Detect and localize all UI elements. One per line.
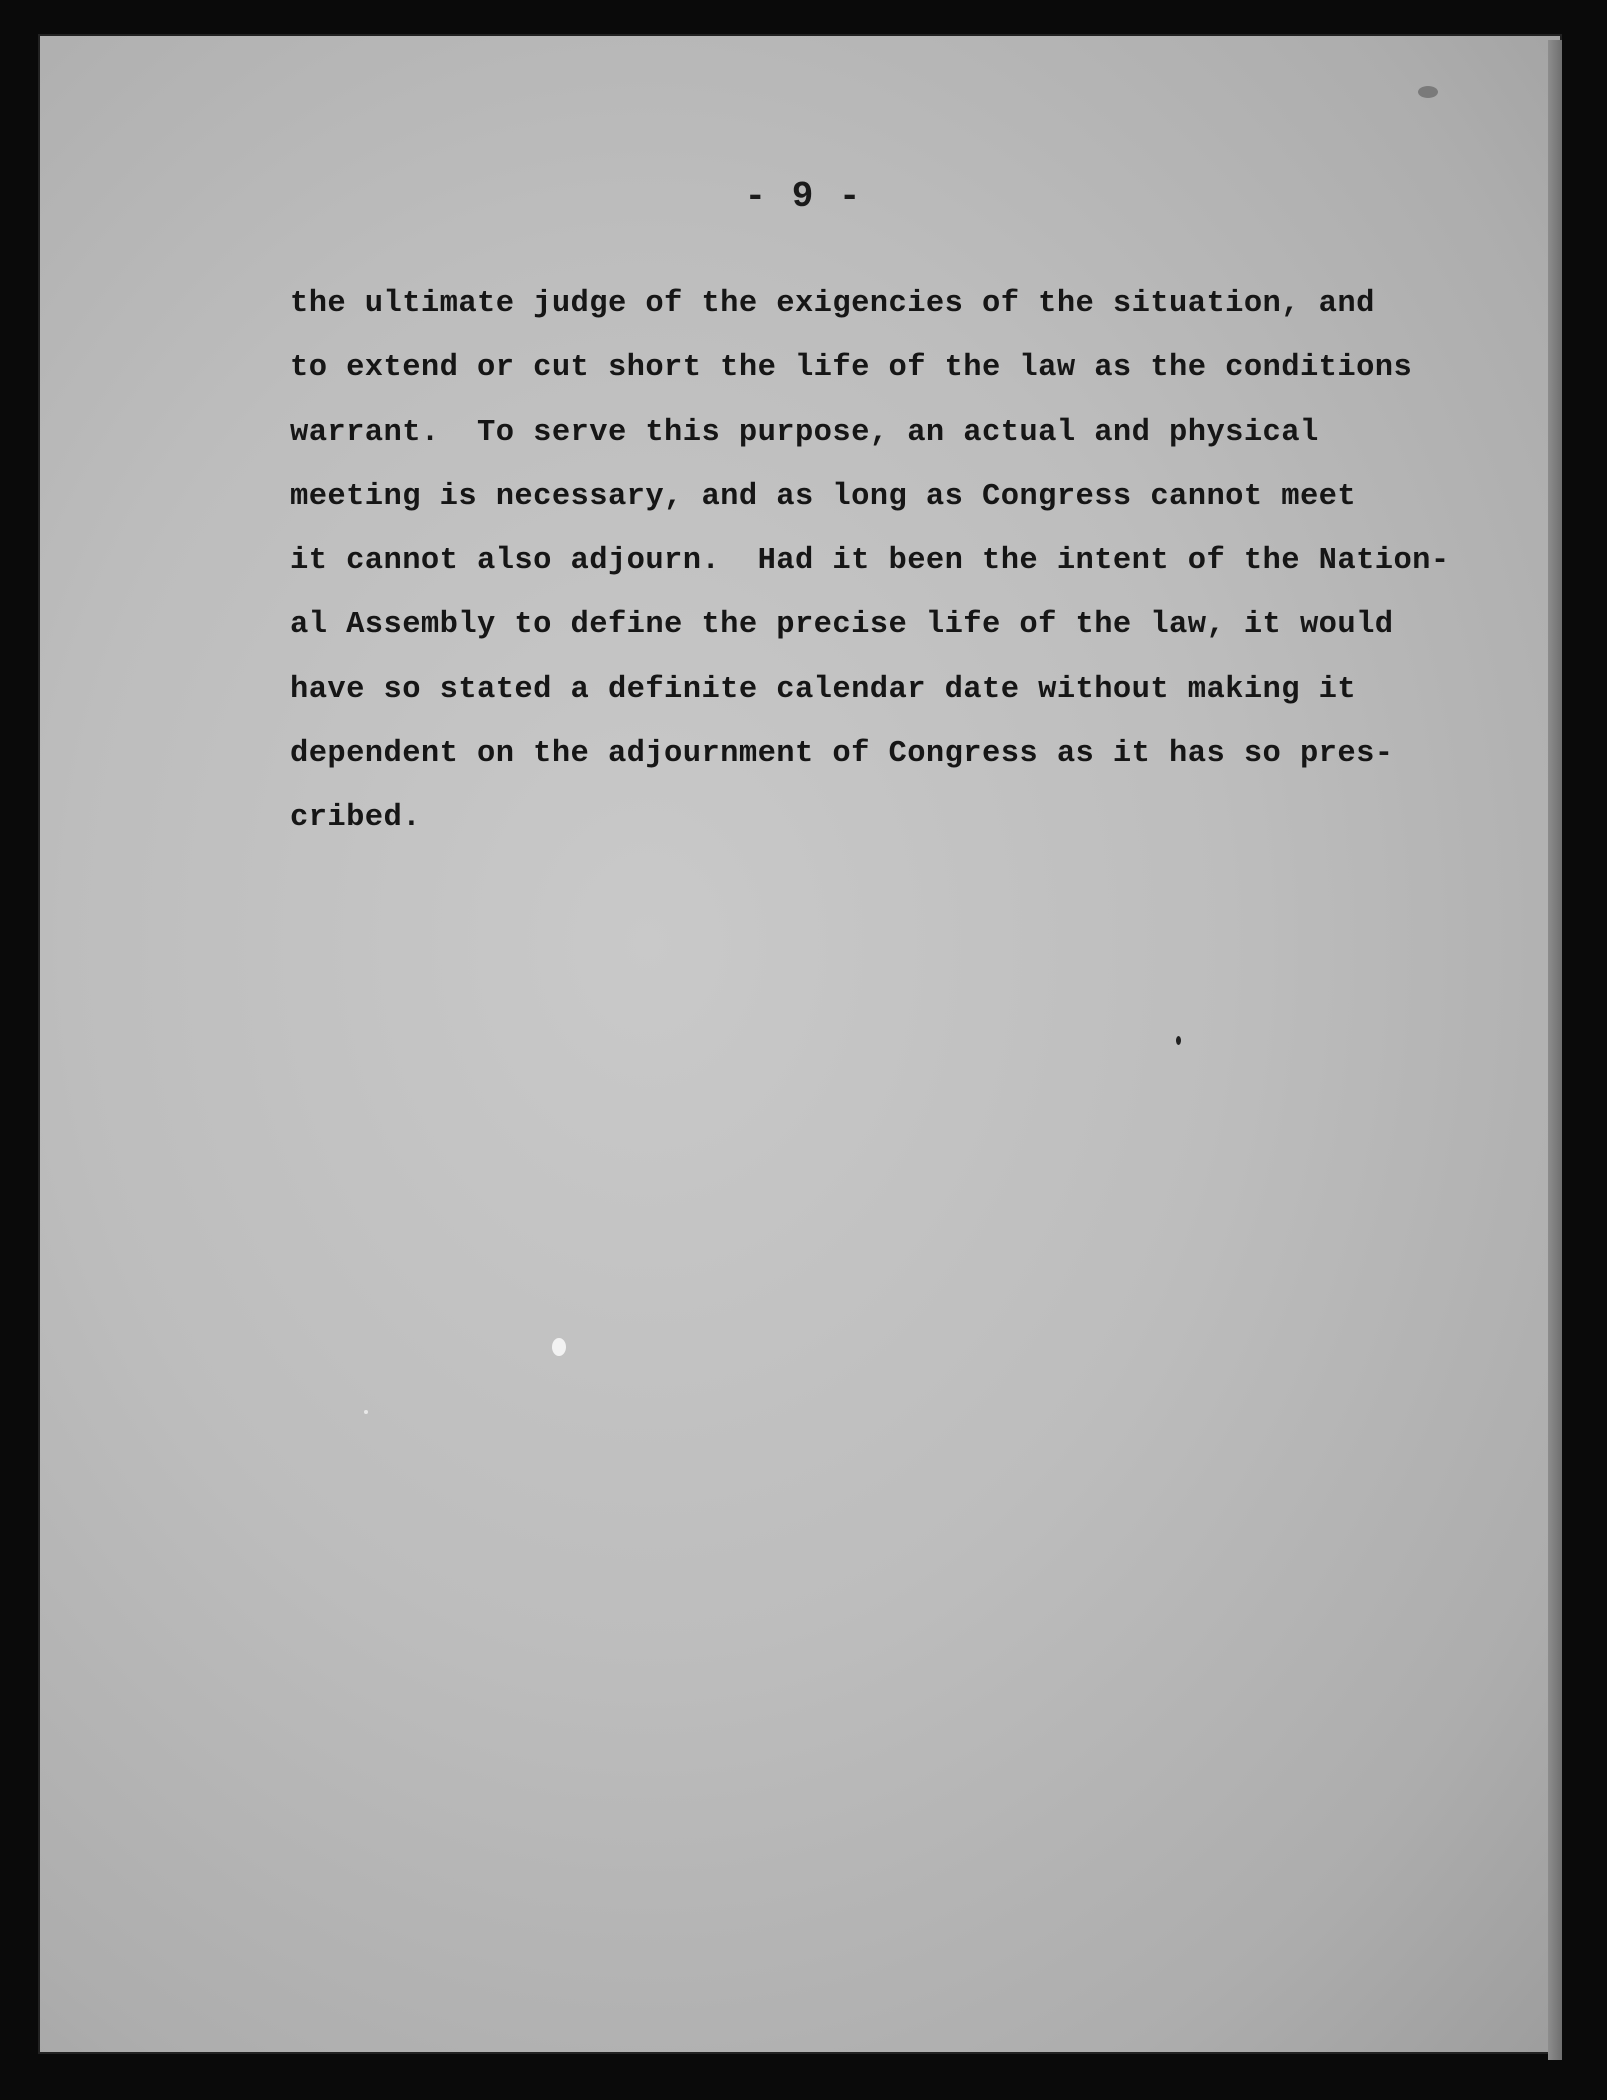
text-line: warrant. To serve this purpose, an actual and physical xyxy=(290,415,1319,450)
page-number: - 9 - xyxy=(744,176,863,217)
paper-edge xyxy=(1548,40,1562,2060)
paper-speck xyxy=(364,1410,368,1414)
body-text xyxy=(290,272,1510,851)
paper-speck xyxy=(552,1338,566,1356)
paper-speck xyxy=(1418,86,1438,98)
text-line: meeting is necessary, and as long as Congress cannot meet xyxy=(290,479,1357,514)
text-line: have so stated a definite calendar date without making it xyxy=(290,672,1357,707)
text-line: it cannot also adjourn. Had it been the intent of the Nation- xyxy=(290,544,1450,579)
text-line: cribed. xyxy=(290,801,421,836)
paper-speck xyxy=(1176,1036,1181,1045)
text-line: to extend or cut short the life of the law as the conditions xyxy=(290,351,1413,386)
text-line: dependent on the adjournment of Congress as it has so pres- xyxy=(290,737,1394,772)
text-line: the ultimate judge of the exigencies of the situation, and xyxy=(290,287,1375,321)
text-line: al Assembly to define the precise life of the law, it would xyxy=(290,608,1394,643)
